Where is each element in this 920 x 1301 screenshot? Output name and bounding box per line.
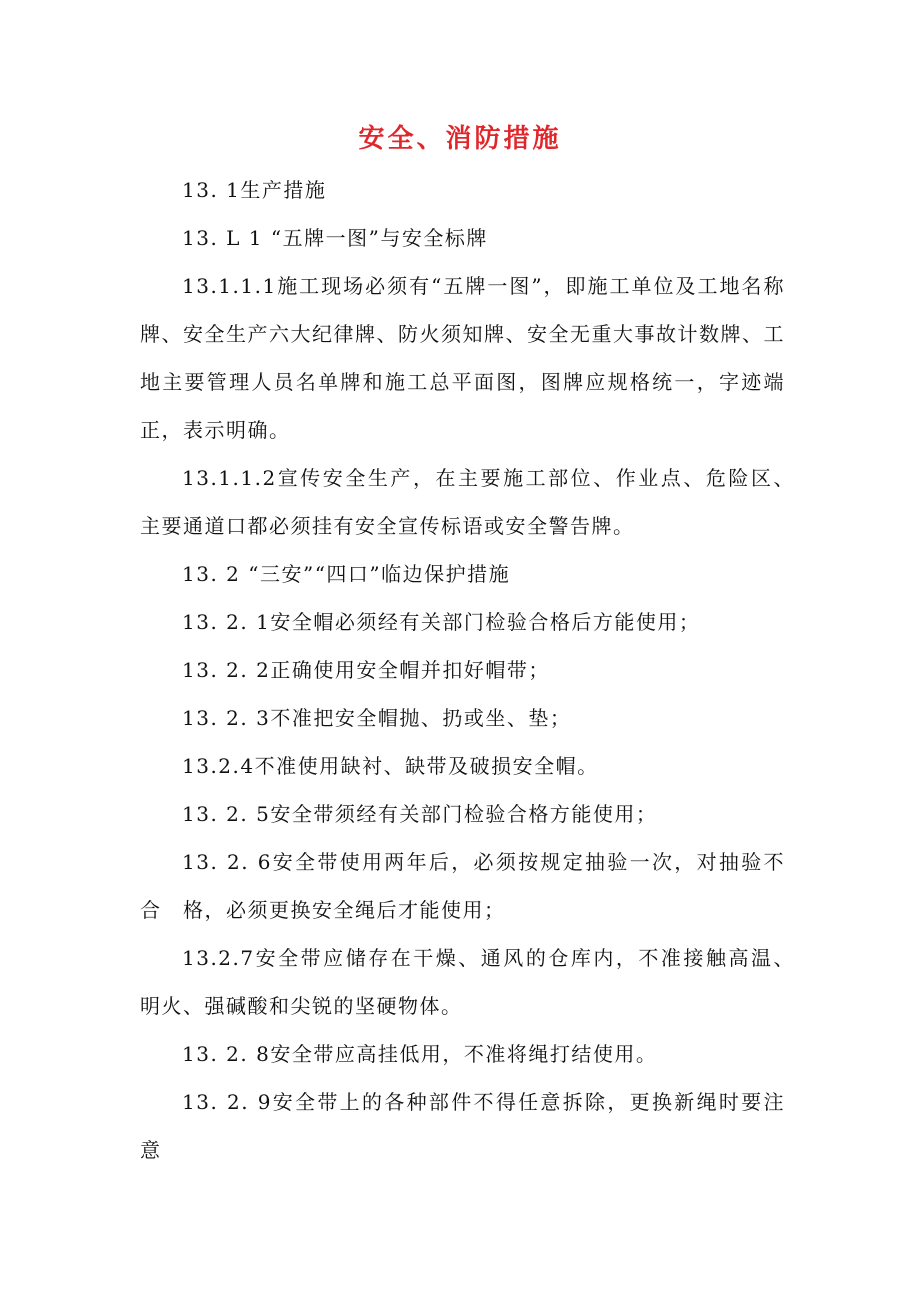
paragraph-13-2-9: 13. 2. 9安全带上的各种部件不得任意拆除，更换新绳时要注意	[140, 1090, 785, 1162]
section-heading-13-1-1: 13. L 1 “五牌一图”与安全标牌	[182, 226, 488, 250]
section-heading-13-1: 13. 1生产措施	[182, 178, 327, 202]
paragraph-13-2-5: 13. 2. 5安全带须经有关部门检验合格方能使用；	[182, 802, 658, 826]
paragraph-13-1-1-1: 13.1.1.1施工现场必须有“五牌一图”，即施工单位及工地名称牌、安全生产六大纪律牌、防火须知牌、安全无重大事故计数牌、工地主要管理人员名单牌和施工总平面图，图牌应规格统一，字迹端正，表示明确。	[140, 274, 785, 442]
paragraph-13-2-3: 13. 2. 3不准把安全帽抛、扔或坐、垫；	[182, 706, 572, 730]
paragraph-13-1-1-2: 13.1.1.2宣传安全生产，在主要施工部位、作业点、危险区、 主要通道口都必须挂有安全宣传标语或安全警告牌。	[140, 466, 807, 538]
paragraph-13-2-7: 13.2.7安全带应储存在干燥、通风的仓库内，不准接触高温、 明火、强碱酸和尖锐的坚硬物体。	[140, 946, 807, 1018]
section-heading-13-2: 13. 2 “三安”“四口”临边保护措施	[182, 562, 511, 586]
paragraph-13-2-4: 13.2.4不准使用缺衬、缺带及破损安全帽。	[182, 754, 599, 778]
paragraph-13-2-8: 13. 2. 8安全带应高挂低用，不准将绳打结使用。	[182, 1042, 658, 1066]
paragraph-13-2-6: 13. 2. 6安全带使用两年后，必须按规定抽验一次，对抽验不合 格，必须更换安全绳后才能使用；	[140, 850, 785, 922]
paragraph-13-2-2: 13. 2. 2正确使用安全帽并扣好帽带；	[182, 658, 550, 682]
paragraph-13-2-1: 13. 2. 1安全帽必须经有关部门检验合格后方能使用；	[182, 610, 701, 634]
document-title: 安全、消防措施	[358, 124, 562, 154]
document-body	[140, 166, 807, 1174]
